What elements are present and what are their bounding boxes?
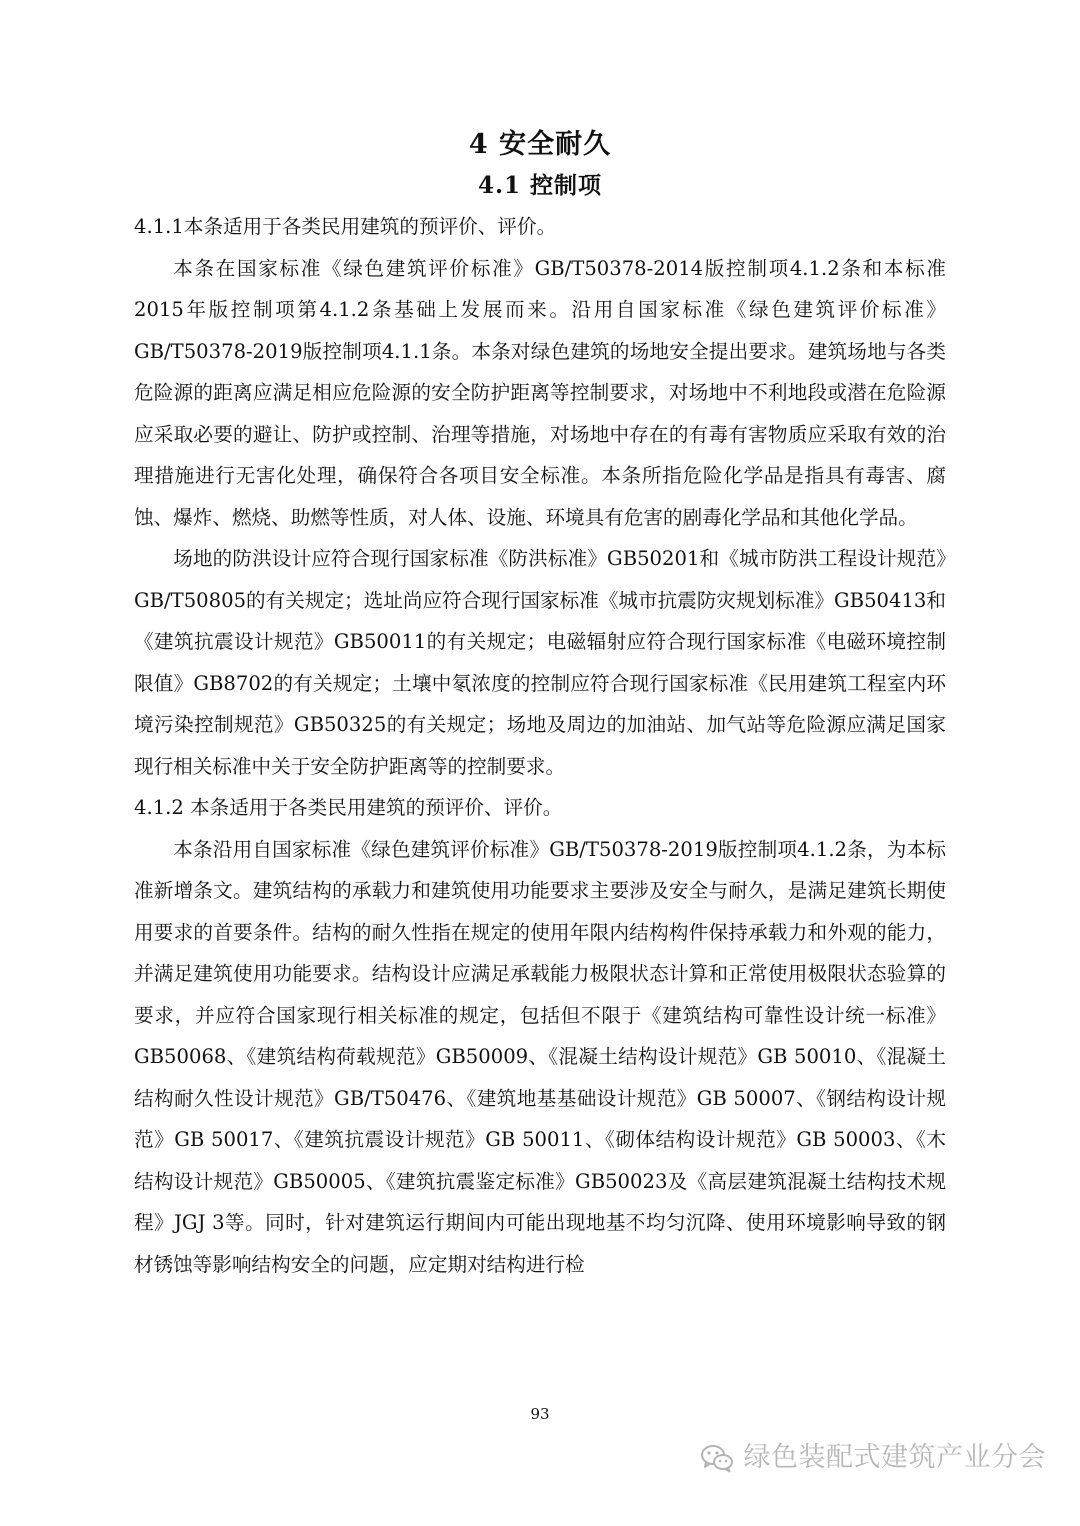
section-title: 4.1 控制项 xyxy=(477,172,603,199)
wechat-icon xyxy=(700,1443,734,1473)
clause-4-1-1-heading: 4.1.1本条适用于各类民用建筑的预评价、评价。 xyxy=(134,215,557,238)
body-paragraph: 场地的防洪设计应符合现行国家标准《防洪标准》GB50201和《城市防洪工程设计规范》GB/T50805的有关规定；选址尚应符合现行国家标准《城市抗震防灾规划标准》GB50413和《建筑抗震设计规范》GB50011的有关规定；电磁辐射应符合现行国家标准《电磁环境控制限值》GB8702的有关规定；土壤中氡浓度的控制应符合现行国家标准《民用建筑工程室内环境污染控制规范》GB50325的有关规定；场地及周边的加油站、加气站等危险源应满足国家现行相关标准中关于安全防护距离等的控制要求。 xyxy=(134,547,946,778)
watermark xyxy=(700,1440,1047,1476)
body-paragraph: 本条沿用自国家标准《绿色建筑评价标准》GB/T50378-2019版控制项4.1.2条，为本标准新增条文。建筑结构的承载力和建筑使用功能要求主要涉及安全与耐久，是满足建筑长期使用要求的首要条件。结构的耐久性指在规定的使用年限内结构构件保持承载力和外观的能力，并满足建筑使用功能要求。结构设计应满足承载能力极限状态计算和正常使用极限状态验算的要求，并应符合国家现行相关标准的规定，包括但不限于《建筑结构可靠性设计统一标准》GB50068、《建筑结构荷载规范》GB50009、《混凝土结构设计规范》GB 50010、《混凝土结构耐久性设计规范》GB/T50476、《建筑地基基础设计规范》GB 50007、《钢结构设计规范》GB 50017、《建筑抗震设计规范》GB 50011、《砌体结构设计规范》GB 50003、《木结构设计规范》GB50005、《建筑抗震鉴定标准》GB50023及《高层建筑混凝土结构技术规程》JGJ 3等。同时，针对建筑运行期间内可能出现地基不均匀沉降、使用环境影响导致的钢材锈蚀等影响结构安全的问题，应定期对结构进行检 xyxy=(134,837,946,1276)
watermark-text: 绿色装配式建筑产业分会 xyxy=(743,1442,1046,1473)
clause-4-1-2-heading: 4.1.2 本条适用于各类民用建筑的预评价、评价。 xyxy=(134,796,563,819)
page-number: 93 xyxy=(530,1405,550,1423)
document-body xyxy=(134,206,946,1285)
chapter-title: 4 安全耐久 xyxy=(468,129,612,160)
body-paragraph: 本条在国家标准《绿色建筑评价标准》GB/T50378-2014版控制项4.1.2条和本标准2015年版控制项第4.1.2条基础上发展而来。沿用自国家标准《绿色建筑评价标准》GB/T50378-2019版控制项4.1.1条。本条对绿色建筑的场地安全提出要求。建筑场地与各类危险源的距离应满足相应危险源的安全防护距离等控制要求，对场地中不利地段或潜在危险源应采取必要的避让、防护或控制、治理等措施，对场地中存在的有毒有害物质应采取有效的治理措施进行无害化处理，确保符合各项目安全标准。本条所指危险化学品是指具有毒害、腐蚀、爆炸、燃烧、助燃等性质，对人体、设施、环境具有危害的剧毒化学品和其他化学品。 xyxy=(134,256,946,529)
